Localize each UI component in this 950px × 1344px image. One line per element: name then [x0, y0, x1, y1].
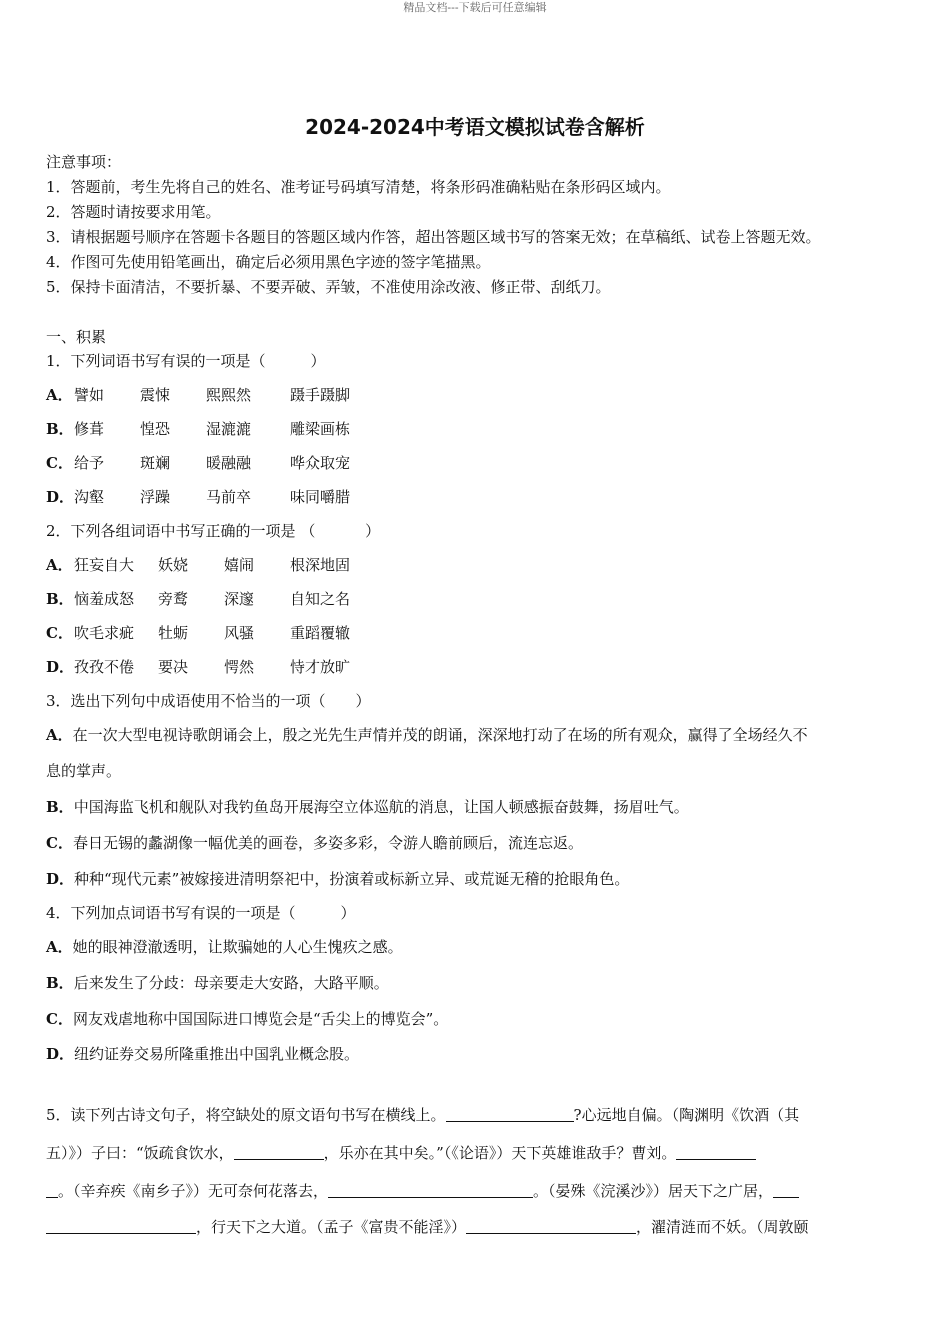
- answer-blank[interactable]: [46, 1217, 196, 1234]
- option-key: A．: [46, 386, 73, 404]
- notice-heading: 注意事项：: [46, 153, 122, 171]
- section-heading: 一、积累: [46, 328, 107, 346]
- option-key: B．: [46, 974, 74, 992]
- option-key: D．: [46, 488, 75, 506]
- word: 恼羞成怒: [74, 590, 135, 608]
- option-key: B．: [46, 590, 74, 608]
- word: 牡蛎: [158, 624, 189, 642]
- word: 熙熙然: [206, 386, 252, 404]
- q1-option-b: [46, 418, 350, 440]
- word: 雕梁画栋: [290, 420, 351, 438]
- answer-blank[interactable]: [466, 1217, 636, 1234]
- option-key: A．: [46, 938, 73, 956]
- answer-blank[interactable]: [446, 1105, 574, 1122]
- option-text: 后来发生了分歧：母亲要走大安路，大路平顺。: [73, 974, 389, 992]
- q3-stem: 3．选出下列句中成语使用不恰当的一项（ ）: [46, 692, 371, 710]
- word: 震悚: [140, 386, 171, 404]
- option-text: 春日无锡的蠡湖像一幅优美的画卷，多姿多彩，令游人瞻前顾后，流连忘返。: [72, 834, 583, 852]
- answer-blank[interactable]: [676, 1143, 756, 1160]
- word: 要决: [158, 658, 189, 676]
- option-text: 纽约证券交易所隆重推出中国乳业概念股。: [74, 1045, 360, 1063]
- word: 嬉闹: [224, 556, 255, 574]
- notice-item-2: 2．答题时请按要求用笔。: [46, 203, 221, 221]
- word: 深邃: [224, 590, 255, 608]
- option-key: A．: [46, 726, 73, 744]
- word: 味同嚼腊: [290, 488, 351, 506]
- q1-option-c: [46, 452, 350, 474]
- notice-item-1: 1．答题前，考生先将自己的姓名、准考证号码填写清楚，将条形码准确粘贴在条形码区域内。: [46, 178, 671, 196]
- q3-option-a-cont: 息的掌声。: [46, 762, 122, 780]
- q5-text: ，乐亦在其中矣。”（《论语》）天下英雄谁敌手？曹刘。: [323, 1144, 677, 1162]
- q4-option-c: [46, 1008, 448, 1030]
- word: 斑斓: [140, 454, 171, 472]
- option-key: B．: [46, 798, 74, 816]
- q2-option-d: [46, 656, 350, 678]
- q5-line-1: [46, 1104, 799, 1126]
- q2-option-a: [46, 554, 350, 576]
- option-key: C．: [46, 454, 73, 472]
- answer-blank[interactable]: [46, 1181, 58, 1198]
- q3-option-c: [46, 832, 583, 854]
- notice-item-4: 4．作图可先使用铅笔画出，确定后必须用黑色字迹的签字笔描黑。: [46, 253, 491, 271]
- word: 旁鹜: [158, 590, 189, 608]
- q2-option-b: [46, 588, 350, 610]
- word: 譬如: [74, 386, 105, 404]
- q2-option-c: [46, 622, 350, 644]
- exam-title: 2024-2024中考语文模拟试卷含解析: [305, 115, 645, 139]
- word: 重蹈覆辙: [290, 624, 351, 642]
- notice-item-3: 3．请根据题号顺序在答题卡各题目的答题区域内作答，超出答题区域书写的答案无效；在草稿纸、试卷上答题无效。: [46, 228, 821, 246]
- q5-text: ，濯清涟而不妖。（周敦颐: [636, 1218, 809, 1236]
- word: 暖融融: [206, 454, 252, 472]
- q5-text: 。（辛弃疾《南乡子》）无可奈何花落去，: [58, 1182, 329, 1200]
- word: 根深地固: [290, 556, 351, 574]
- option-text: 网友戏虐地称中国国际进口博览会是“舌尖上的博览会”。: [72, 1010, 449, 1028]
- q5-text: 。（晏殊《浣溪沙》）居天下之广居，: [533, 1182, 774, 1200]
- notice-item-5: 5．保持卡面清洁，不要折暴、不要弄破、弄皱，不准使用涂改液、修正带、刮纸刀。: [46, 278, 611, 296]
- word: 沟壑: [74, 488, 105, 506]
- option-key: C．: [46, 624, 73, 642]
- q5-line-2: [46, 1142, 756, 1164]
- q4-option-a: [46, 936, 403, 958]
- option-text: 她的眼神澄澈透明，让欺骗她的人心生愧疚之感。: [72, 938, 403, 956]
- word: 恃才放旷: [290, 658, 351, 676]
- answer-blank[interactable]: [328, 1181, 533, 1198]
- q2-stem: 2．下列各组词语中书写正确的一项是 （ ）: [46, 522, 381, 540]
- q4-option-b: [46, 972, 389, 994]
- word: 狂妄自大: [74, 556, 135, 574]
- q1-stem: 1．下列词语书写有误的一项是（ ）: [46, 352, 326, 370]
- q3-option-a: [46, 724, 808, 746]
- q3-option-b: [46, 796, 689, 818]
- q5-text: ?心远地自偏。（陶渊明《饮酒（其: [573, 1106, 800, 1124]
- option-text: 种种“现代元素”被嫁接进清明祭祀中，扮演着或标新立异、或荒诞无稽的抢眼角色。: [74, 870, 630, 888]
- word: 孜孜不倦: [74, 658, 135, 676]
- answer-blank[interactable]: [234, 1143, 324, 1160]
- option-key: D．: [46, 658, 75, 676]
- q5-text: 5．读下列古诗文句子，将空缺处的原文语句书写在横线上。: [46, 1106, 446, 1124]
- answer-blank[interactable]: [773, 1181, 799, 1198]
- q1-option-d: [46, 486, 350, 508]
- q3-option-d: [46, 868, 629, 890]
- option-key: B．: [46, 420, 74, 438]
- q5-line-4: [46, 1216, 809, 1238]
- q4-option-d: [46, 1043, 359, 1065]
- q1-option-a: [46, 384, 350, 406]
- option-key: D．: [46, 870, 75, 888]
- q5-text: 五）》）子曰：“饭疏食饮水，: [46, 1144, 234, 1162]
- option-key: D．: [46, 1045, 75, 1063]
- word: 风骚: [224, 624, 255, 642]
- word: 湿漉漉: [206, 420, 252, 438]
- option-key: C．: [46, 834, 73, 852]
- word: 哗众取宠: [290, 454, 351, 472]
- word: 蹑手蹑脚: [290, 386, 351, 404]
- word: 惶恐: [140, 420, 171, 438]
- option-text: 中国海监飞机和舰队对我钓鱼岛开展海空立体巡航的消息，让国人顿感振奋鼓舞，扬眉吐气。: [73, 798, 689, 816]
- q5-text: ，行天下之大道。（孟子《富贵不能淫》）: [196, 1218, 467, 1236]
- option-key: A．: [46, 556, 73, 574]
- word: 吹毛求疵: [74, 624, 135, 642]
- word: 给予: [74, 454, 105, 472]
- word: 愕然: [224, 658, 255, 676]
- word: 马前卒: [206, 488, 252, 506]
- word: 自知之名: [290, 590, 351, 608]
- option-text: 在一次大型电视诗歌朗诵会上，殷之光先生声情并茂的朗诵，深深地打动了在场的所有观众，赢得了全场经久不: [72, 726, 808, 744]
- q4-stem: 4．下列加点词语书写有误的一项是（ ）: [46, 904, 356, 922]
- option-key: C．: [46, 1010, 73, 1028]
- word: 修葺: [74, 420, 105, 438]
- word: 浮躁: [140, 488, 171, 506]
- q5-line-3: [46, 1180, 799, 1202]
- word: 妖娆: [158, 556, 189, 574]
- page-header-note: 精品文档---下载后可任意编辑: [403, 1, 547, 14]
